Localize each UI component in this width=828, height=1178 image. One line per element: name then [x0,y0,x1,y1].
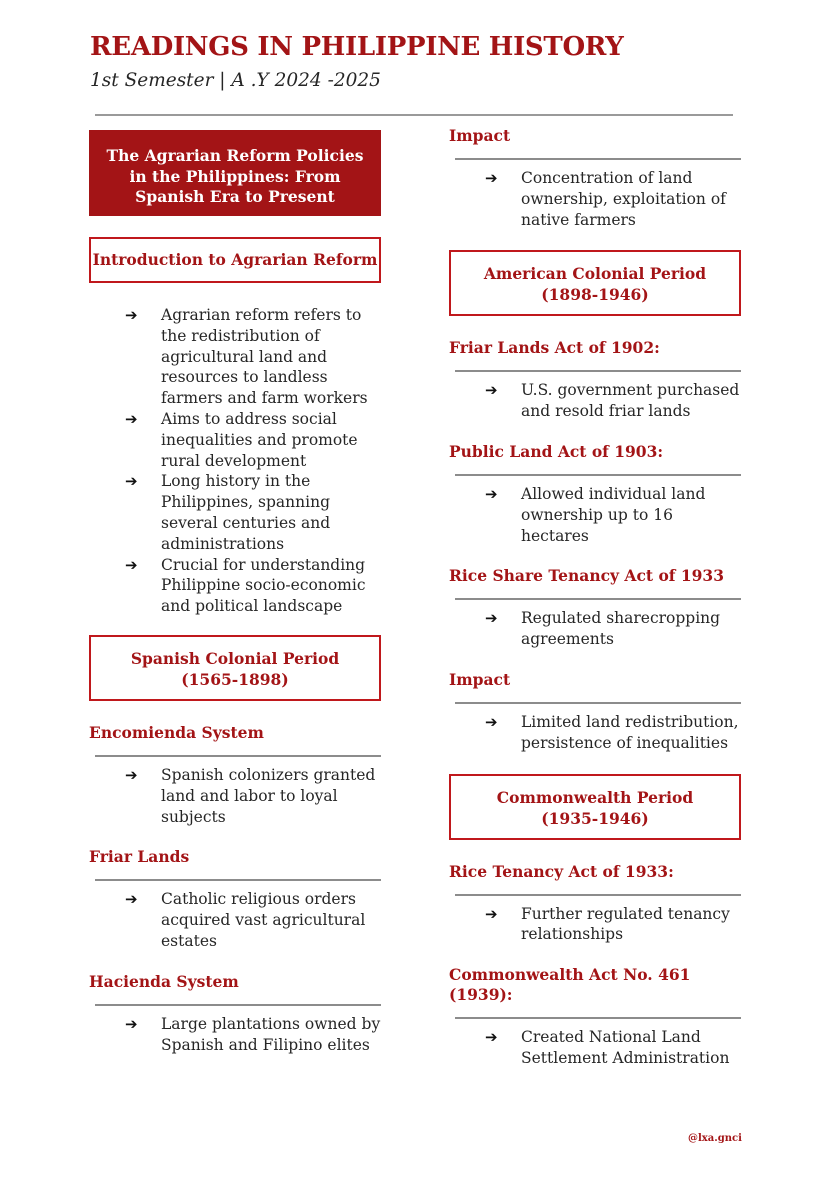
list-item: ➔ Catholic religious orders acquired vast agricultural estates [125,890,366,950]
list-item: ➔ Agrarian reform refers to the redistribution of agricultural land and resources to landless farmers and farm workers [125,306,368,408]
commonwealth-act-461-heading: Commonwealth Act No. 461 (1939): [449,965,691,1005]
list-item: ➔ Long history in the Philippines, spanning several centuries and administrations [125,472,331,553]
divider [455,1017,741,1019]
divider [95,879,381,881]
arrow-right-icon: ➔ [125,472,138,491]
rice-share-act-list [449,608,741,650]
friar-lands-act-heading: Friar Lands Act of 1902: [449,338,660,358]
list-item: ➔ Concentration of land ownership, exploitation of native farmers [485,169,726,229]
hacienda-list [89,1014,381,1056]
friar-lands-act-list [449,380,741,422]
encomienda-list [89,765,381,827]
commonwealth-period-box: Commonwealth Period (1935-1946) [449,774,741,840]
arrow-right-icon: ➔ [485,904,498,923]
rice-share-act-heading: Rice Share Tenancy Act of 1933 [449,566,724,586]
arrow-right-icon: ➔ [485,484,498,503]
arrow-right-icon: ➔ [125,890,138,909]
arrow-right-icon: ➔ [485,712,498,731]
left-column [89,130,381,1055]
divider [455,474,741,476]
spanish-period-box: Spanish Colonial Period (1565-1898) [89,635,381,701]
list-item: ➔ Large plantations owned by Spanish and Filipino elites [125,1014,381,1054]
header-divider [95,114,733,116]
arrow-right-icon: ➔ [125,409,138,428]
divider [455,702,741,704]
main-topic-box: The Agrarian Reform Policies in the Philippines: From Spanish Era to Present [89,130,381,216]
divider [95,755,381,757]
friar-lands-heading: Friar Lands [89,847,190,867]
public-land-act-list [449,484,741,546]
public-land-act-heading: Public Land Act of 1903: [449,441,664,461]
list-item: ➔ Aims to address social inequalities and promote rural development [125,409,358,470]
american-impact-heading: Impact [449,669,511,689]
rice-tenancy-act-list [449,904,741,946]
list-item: ➔ Allowed individual land ownership up to 16 hectares [485,484,706,545]
divider [95,1004,381,1006]
friar-lands-list [89,889,381,951]
divider [455,158,741,160]
arrow-right-icon: ➔ [125,306,138,324]
arrow-right-icon: ➔ [485,609,498,628]
american-period-box: American Colonial Period (1898-1946) [449,250,741,316]
document-header [90,30,624,94]
divider [455,370,741,372]
impact-list [449,168,741,230]
author-handle: @lxa.gnci [688,1133,742,1144]
list-item: ➔ Crucial for understanding Philippine socio-economic and political landscape [125,555,366,616]
arrow-right-icon: ➔ [125,765,138,784]
arrow-right-icon: ➔ [485,381,498,400]
page-title: READINGS IN PHILIPPINE HISTORY [90,32,624,62]
list-item: ➔ Regulated sharecropping agreements [485,609,721,649]
american-impact-list [449,712,741,754]
intro-heading-box: Introduction to Agrarian Reform [89,237,381,283]
intro-list [89,305,381,617]
arrow-right-icon: ➔ [485,169,498,187]
divider [455,598,741,600]
arrow-right-icon: ➔ [125,1014,138,1033]
arrow-right-icon: ➔ [125,555,138,574]
list-item: ➔ Spanish colonizers granted land and labor to loyal subjects [125,765,376,826]
right-column [449,126,741,1069]
page-subtitle: 1st Semester | A .Y 2024 -2025 [90,70,381,91]
arrow-right-icon: ➔ [485,1028,498,1047]
list-item: ➔ Further regulated tenancy relationships [485,904,730,944]
list-item: ➔ Created National Land Settlement Administration [485,1028,730,1067]
list-item: ➔ U.S. government purchased and resold friar lands [485,381,740,421]
impact-heading: Impact [449,126,511,145]
hacienda-heading: Hacienda System [89,971,239,991]
commonwealth-act-461-list [449,1027,741,1069]
rice-tenancy-act-heading: Rice Tenancy Act of 1933: [449,861,674,881]
list-item: ➔ Limited land redistribution, persistence of inequalities [485,712,739,752]
encomienda-heading: Encomienda System [89,722,264,742]
divider [455,894,741,896]
